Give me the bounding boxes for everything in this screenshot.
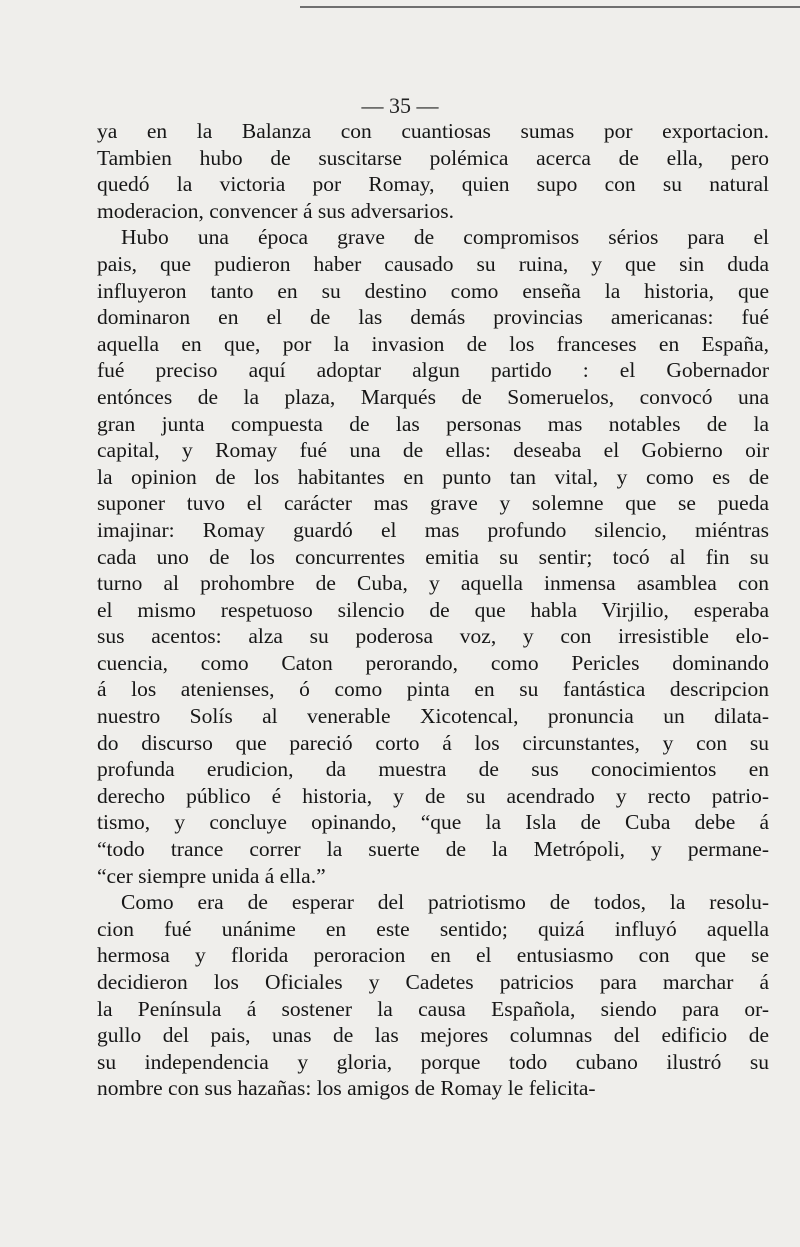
text-line: pais, que pudieron haber causado su ruina, y que sin duda: [97, 251, 769, 276]
text-line: “todo trance correr la suerte de la Metrópoli, y permane-: [97, 837, 769, 862]
text-line: Como era de esperar del patriotismo de todos, la resolu-: [121, 890, 769, 915]
text-line: moderacion, convencer á sus adversarios.: [97, 198, 454, 223]
text-line: ya en la Balanza con cuantiosas sumas por exportacion.: [97, 119, 769, 143]
text-line: el mismo respetuoso silencio de que habla Virjilio, esperaba: [97, 597, 769, 622]
text-line: decidieron los Oficiales y Cadetes patricios para marchar á: [97, 970, 769, 994]
text-line: influyeron tanto en su destino como enseña la historia, que: [97, 278, 769, 303]
text-line: nuestro Solís al venerable Xicotencal, pronuncia un dilata-: [97, 704, 769, 729]
text-line: cuencia, como Caton perorando, como Pericles dominando: [97, 650, 769, 675]
text-line: cada uno de los concurrentes emitia su sentir; tocó al fin su: [97, 544, 769, 569]
text-line: entónces de la plaza, Marqués de Someruelos, convocó una: [97, 384, 769, 409]
text-line: dominaron en el de las demás provincias americanas: fué: [97, 305, 769, 330]
text-line: do discurso que pareció corto á los circunstantes, y con su: [97, 730, 769, 755]
text-line: capital, y Romay fué una de ellas: deseaba el Gobierno oir: [97, 438, 769, 463]
text-line: derecho público é historia, y de su acendrado y recto patrio-: [97, 783, 769, 808]
text-line: profunda erudicion, da muestra de sus conocimientos en: [97, 757, 769, 782]
text-line: su independencia y gloria, porque todo cubano ilustró su: [97, 1049, 769, 1074]
text-line: á los atenienses, ó como pinta en su fantástica descripcion: [97, 677, 769, 702]
text-line: imajinar: Romay guardó el mas profundo silencio, miéntras: [97, 517, 769, 542]
text-line: “cer siempre unida á ella.”: [97, 863, 326, 888]
text-line: gullo del pais, unas de las mejores columnas del edificio de: [97, 1023, 769, 1048]
text-line: turno al prohombre de Cuba, y aquella inmensa asamblea con: [97, 571, 769, 596]
text-line: Tambien hubo de suscitarse polémica acerca de ella, pero: [97, 145, 769, 170]
text-line: fué preciso aquí adoptar algun partido : el Gobernador: [97, 358, 769, 383]
text-line: hermosa y florida peroracion en el entusiasmo con que se: [97, 943, 769, 968]
text-line: la Península á sostener la causa Española, siendo para or-: [97, 996, 769, 1021]
text-line: cion fué unánime en este sentido; quizá influyó aquella: [97, 916, 769, 941]
text-line: aquella en que, por la invasion de los franceses en España,: [97, 331, 769, 356]
text-line: sus acentos: alza su poderosa voz, y con irresistible elo-: [97, 624, 769, 649]
text-line: gran junta compuesta de las personas mas notables de la: [97, 411, 769, 436]
page-number: — 35 —: [361, 93, 439, 118]
text-line: tismo, y concluye opinando, “que la Isla de Cuba debe á: [97, 810, 769, 835]
text-line: la opinion de los habitantes en punto tan vital, y como es de: [97, 464, 769, 489]
text-line: suponer tuvo el carácter mas grave y solemne que se pueda: [97, 491, 769, 516]
top-edge-rule: [300, 6, 800, 8]
body-text: [97, 118, 769, 1102]
text-line: Hubo una época grave de compromisos sérios para el: [121, 225, 769, 250]
text-line: nombre con sus hazañas: los amigos de Romay le felicita-: [97, 1076, 596, 1101]
text-line: quedó la victoria por Romay, quien supo con su natural: [97, 172, 769, 197]
